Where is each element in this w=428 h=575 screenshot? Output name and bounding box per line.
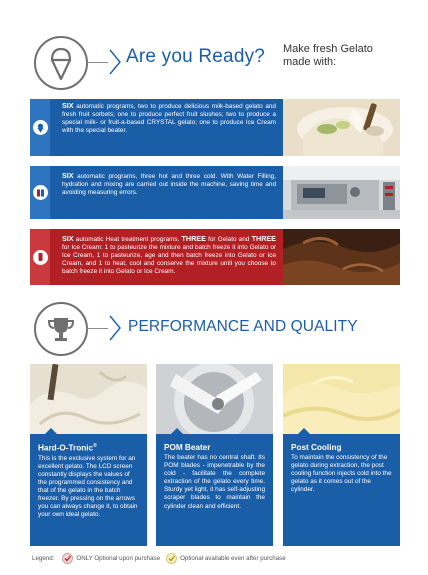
legend-label: Legend: (32, 555, 55, 562)
card-body: The beater has no central shaft. Its POM blades - impenetrable by the cold - facilitate the complete extraction of the gelato every time. Sturdy yet light, it has self-adjusting scraper blades to maintain the cylinder clean and efficient. (164, 454, 265, 510)
legend-item-optional-after: Optional available even after purchase (180, 555, 286, 562)
beater-image (156, 364, 273, 434)
photo-machine-panel (283, 166, 400, 219)
feature-lead: SIX (62, 171, 74, 180)
feature-text (50, 99, 284, 156)
feature-badge (30, 99, 50, 156)
legend (32, 553, 286, 564)
gelato-texture-image (30, 364, 147, 434)
photo-pom-beater (156, 364, 273, 434)
chevron-right-icon (108, 48, 122, 76)
photo-gelato-tub (283, 99, 400, 156)
temperature-icon (36, 188, 45, 198)
legend-item-only-optional: ONLY Optional upon purchase (76, 555, 161, 562)
section1-heading: Are you Ready? (126, 46, 266, 67)
card-pom-beater (156, 434, 273, 546)
section1-rule (86, 62, 108, 63)
feature-body-3: for Ice Cream: 1 to pasteurize the mixture and batch freeze it into Gelato or Ice Cream, 1 to pasteurize, age and then batch freeze into Gelato or Ice Cream, and 1 to heat, cool and conserve the mixture until you choose to batch freeze it into Gelato or Ice Cream. (62, 244, 276, 276)
feature-body: automatic Heat treatment programs. (73, 236, 182, 243)
card-body: This is the exclusive system for an excellent gelato. The LCD screen constantly displays the values of the programmed consistency and that of the gelato in the batch freezer. By pressing on the arrows you can always change it, to obtain your own ideal gelato. (38, 454, 138, 519)
gelato-cone-icon (46, 45, 76, 81)
feature-body: automatic programs, three hot and three cold. With Water Filling, hydration and mixing are carried out inside the machine, saving time and avoiding measuring errors. (62, 173, 276, 197)
feature-body: automatic programs, two to produce delicious milk-based gelato and fresh fruit sorbets; one to produce perfect fruit slushes; two to produce a special milk- or fruit-a-based CRYSTAL gelato; one to produce Ice Cream with the special beater. (62, 103, 276, 135)
photo-hard-o-tronic (30, 364, 147, 434)
card-body: To maintain the consistency of the gelato during extraction, the post cooling function injects cold into the gelato as it comes out of the cylinder. (291, 454, 392, 494)
yellow-gelato-image (283, 364, 400, 434)
feature-lead: SIX (62, 101, 74, 110)
card-title: Post Cooling (291, 443, 342, 452)
feature-badge (30, 229, 50, 285)
photo-post-cooling (283, 364, 400, 434)
card-hard-o-tronic (30, 434, 147, 546)
feature-text (50, 166, 284, 219)
feature-text (50, 229, 284, 285)
trophy-icon-circle (34, 302, 88, 356)
section2-heading: PERFORMANCE AND QUALITY (128, 318, 358, 335)
trophy-icon (46, 314, 76, 344)
chevron-right-icon (108, 314, 122, 342)
feature-row-water-filling (30, 166, 284, 219)
section1-subheading: Make fresh Gelato made with: (283, 43, 373, 68)
card-title: POM Beater (164, 443, 211, 452)
red-check-icon (62, 553, 73, 564)
section2-rule (86, 328, 108, 329)
heat-icon (36, 252, 45, 262)
gelato-cup-icon (36, 123, 45, 133)
gelato-cone-icon-circle (34, 36, 88, 90)
card-title: Hard-O-Tronic® (38, 443, 97, 453)
machine-panel-image (283, 166, 400, 219)
gelato-tub-image (283, 99, 400, 156)
yellow-check-icon (166, 553, 177, 564)
feature-body-2: for Gelato and (205, 236, 252, 243)
photo-chocolate (283, 229, 400, 285)
feature-lead-2: THREE (181, 234, 206, 243)
feature-row-programs (30, 99, 284, 156)
feature-row-heat-treatment (30, 229, 284, 285)
card-post-cooling (283, 434, 400, 546)
chocolate-image (283, 229, 400, 285)
feature-lead: SIX (62, 234, 74, 243)
feature-lead-3: THREE (251, 234, 276, 243)
feature-badge (30, 166, 50, 219)
